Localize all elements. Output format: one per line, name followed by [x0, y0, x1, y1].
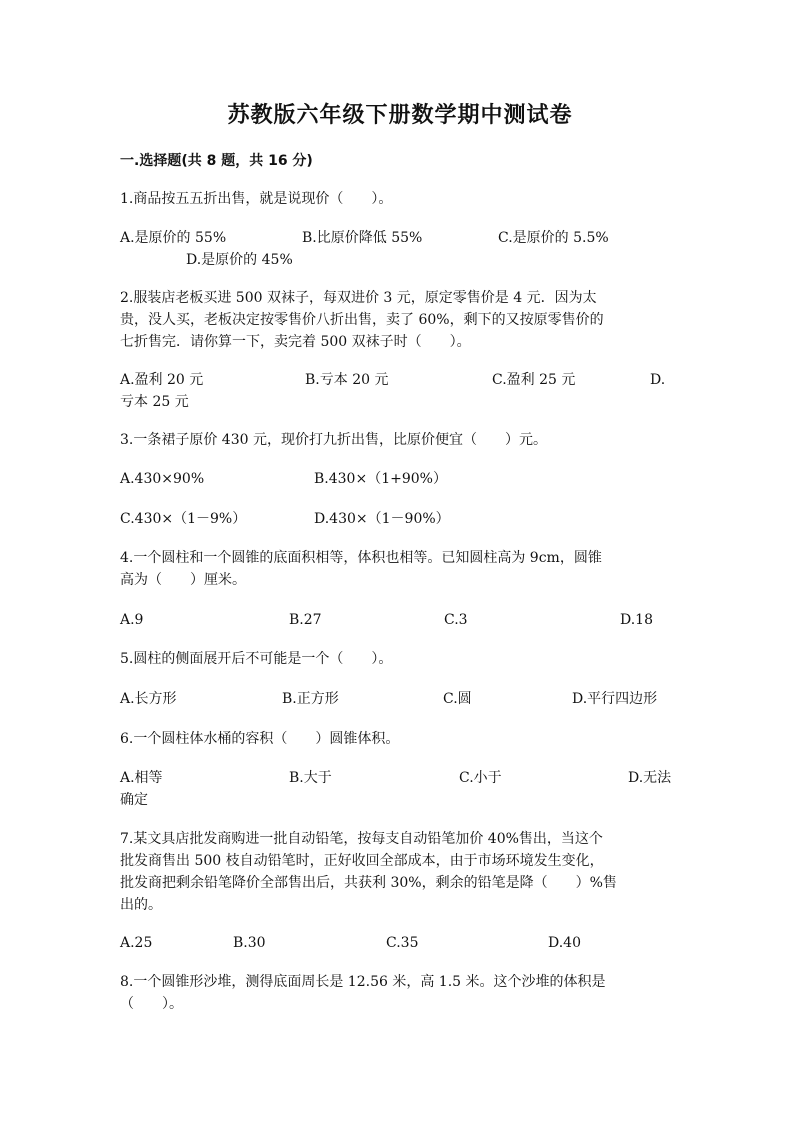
q2-option-d-text: 亏本 25 元	[120, 394, 189, 410]
q7-option-c: C.35	[386, 935, 419, 951]
q3-option-a: A.430×90%	[120, 471, 205, 487]
q1-option-d: D.是原价的 45%	[186, 252, 293, 268]
question-7-text-line-2: 批发商售出 500 枝自动铅笔时，正好收回全部成本，由于市场环境发生变化，	[120, 853, 604, 869]
q3-option-c: C.430×（1－9%）	[120, 511, 247, 527]
q6-option-a: A.相等	[120, 770, 163, 786]
question-2-text-line-3: 七折售完．请你算一下，卖完着 500 双袜子时（ ）。	[120, 334, 471, 350]
q7-option-b: B.30	[233, 935, 266, 951]
q4-option-d: D.18	[620, 612, 653, 628]
q1-option-b: B.比原价降低 55%	[302, 230, 423, 246]
q5-option-a: A.长方形	[120, 691, 177, 707]
q2-option-a: A.盈利 20 元	[120, 372, 204, 388]
question-2-text-line-1: 2.服装店老板买进 500 双袜子，每双进价 3 元，原定零售价是 4 元．因为太	[120, 290, 597, 306]
q5-option-d: D.平行四边形	[572, 691, 658, 707]
q4-option-b: B.27	[289, 612, 322, 628]
section-heading: 一.选择题(共 8 题，共 16 分)	[120, 153, 313, 169]
q3-option-d: D.430×（1－90%）	[314, 511, 450, 527]
question-1-text: 1.商品按五五折出售，就是说现价（ ）。	[120, 191, 393, 207]
q3-option-b: B.430×（1+90%）	[314, 471, 447, 487]
page-title: 苏教版六年级下册数学期中测试卷	[227, 103, 573, 128]
question-7-text-line-4: 出的。	[120, 897, 162, 913]
q6-option-c: C.小于	[459, 770, 502, 786]
question-8-text-line-1: 8.一个圆锥形沙堆，测得底面周长是 12.56 米，高 1.5 米。这个沙堆的体积是	[120, 974, 606, 990]
question-4-text-line-2: 高为（ ）厘米。	[120, 572, 246, 588]
question-8-text-line-2: （ ）。	[120, 996, 183, 1012]
q5-option-c: C.圆	[443, 691, 472, 707]
q4-option-a: A.9	[120, 612, 144, 628]
question-6-text: 6.一个圆柱体水桶的容积（ ）圆锥体积。	[120, 731, 400, 747]
question-7-text-line-3: 批发商把剩余铅笔降价全部售出后，共获利 30%，剩余的铅笔是降（ ）%售	[120, 875, 617, 891]
q7-option-d: D.40	[548, 935, 581, 951]
question-5-text: 5.圆柱的侧面展开后不可能是一个（ ）。	[120, 651, 393, 667]
q6-option-d-text: 确定	[120, 792, 148, 808]
q2-option-b: B.亏本 20 元	[305, 372, 389, 388]
q2-option-d-label: D.	[650, 372, 666, 388]
question-2-text-line-2: 贵，没人买，老板决定按零售价八折出售，卖了 60%，剩下的又按原零售价的	[120, 312, 604, 328]
q2-option-c: C.盈利 25 元	[492, 372, 576, 388]
q6-option-d-label: D.无法	[628, 770, 672, 786]
q5-option-b: B.正方形	[282, 691, 339, 707]
question-3-text: 3.一条裙子原价 430 元，现价打九折出售，比原价便宜（ ）元。	[120, 432, 547, 448]
q4-option-c: C.3	[444, 612, 468, 628]
question-4-text-line-1: 4.一个圆柱和一个圆锥的底面积相等，体积也相等。已知圆柱高为 9cm，圆锥	[120, 550, 602, 566]
q6-option-b: B.大于	[289, 770, 332, 786]
q1-option-a: A.是原价的 55%	[120, 230, 227, 246]
q1-option-c: C.是原价的 5.5%	[498, 230, 609, 246]
q7-option-a: A.25	[120, 935, 153, 951]
question-7-text-line-1: 7.某文具店批发商购进一批自动铅笔，按每支自动铅笔加价 40%售出，当这个	[120, 831, 603, 847]
